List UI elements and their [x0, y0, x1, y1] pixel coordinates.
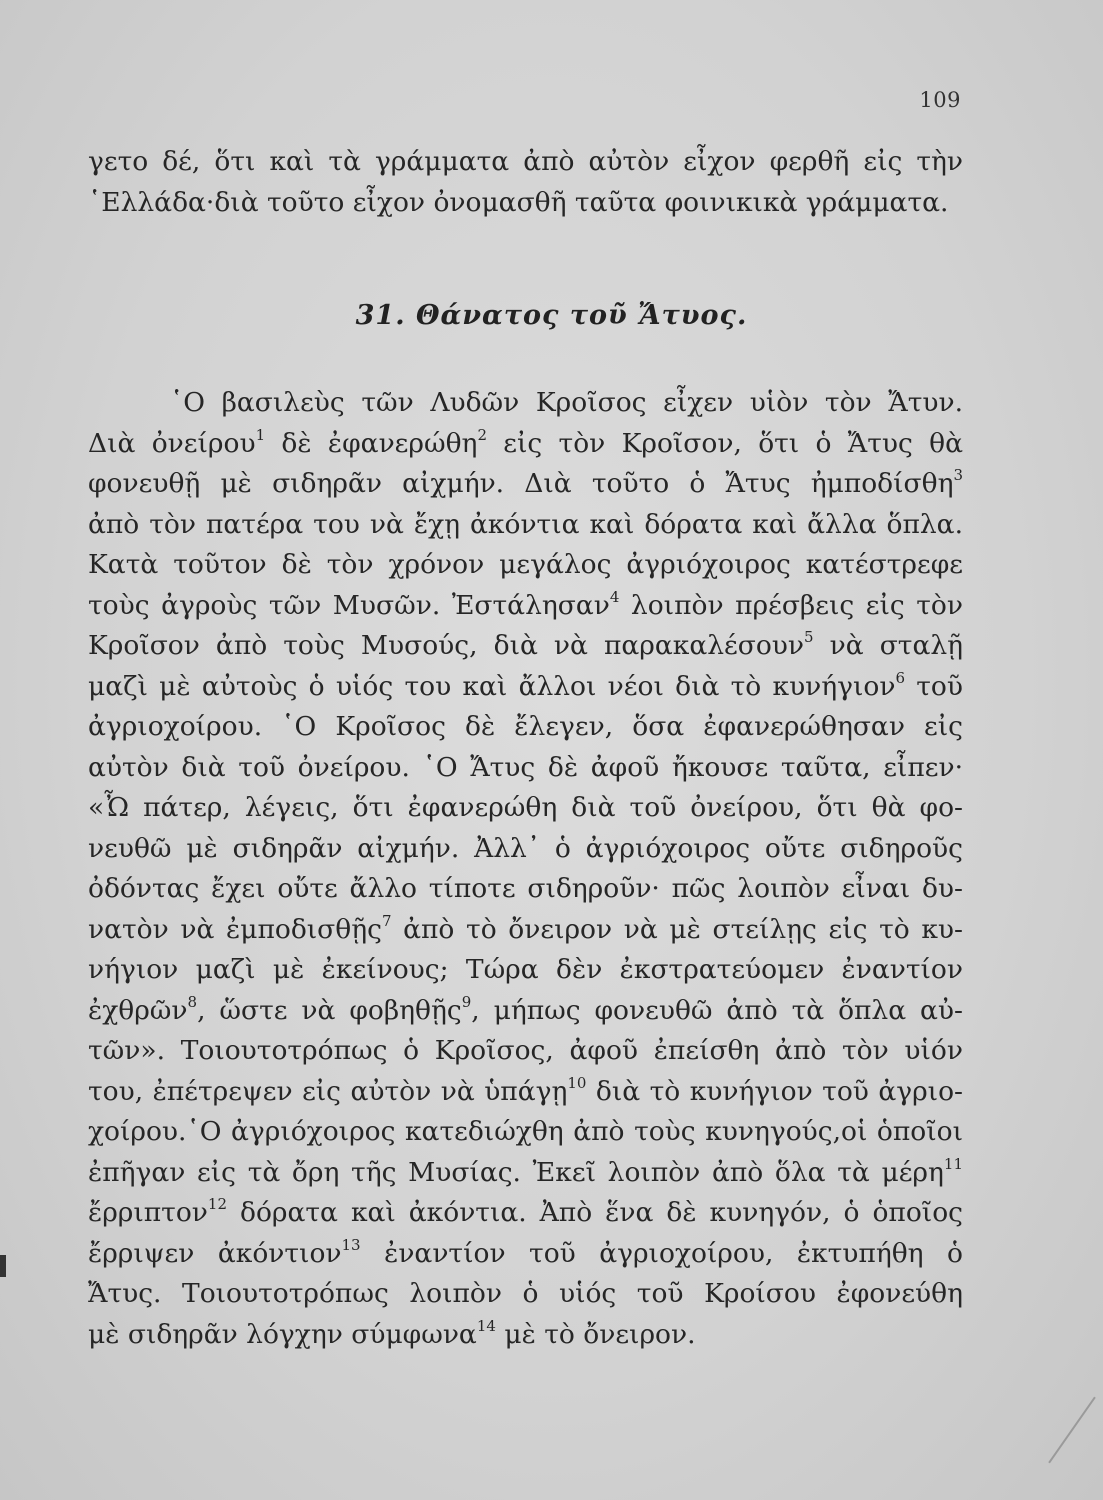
text-line [88, 950, 963, 991]
text-segment: τῶν». Τοιουτοτρόπως ὁ Κροῖσος, ἀφοῦ ἐπείσθη ἀπὸ τὸν υἱόν [88, 1035, 963, 1066]
text-line [88, 1031, 963, 1072]
footnote-marker: 14 [476, 1316, 496, 1335]
text-line: γετο δέ, ὅτι καὶ τὰ γράμματα ἀπὸ αὐτὸν εἶχον φερθῆ εἰς τὴν [88, 146, 963, 177]
text-segment: ἐπῆγαν εἰς τὰ ὄρη τῆς Μυσίας. Ἐκεῖ λοιπὸν ἀπὸ ὅλα τὰ μέρη [88, 1156, 944, 1188]
chapter-title: 31. Θάνατος τοῦ Ἄτυος. [355, 300, 748, 331]
footnote-marker: 11 [943, 1154, 963, 1173]
page-edge-mark [0, 1255, 6, 1277]
chapter-body [88, 383, 963, 1355]
text-line [88, 424, 963, 465]
text-line: ῾Ελλάδα·διὰ τοῦτο εἶχον ὀνομασθῆ ταῦτα φοινικικὰ γράμματα. [88, 186, 949, 218]
text-line [88, 991, 963, 1032]
text-line [88, 1193, 963, 1234]
footnote-marker: 13 [341, 1235, 361, 1254]
text-segment: Ἄτυς. Τοιουτοτρόπως λοιπὸν ὁ υἱός τοῦ Κροίσου ἐφονεύθη [88, 1278, 963, 1309]
footnote-marker: 5 [804, 628, 814, 646]
text-segment: αὐτὸν διὰ τοῦ ὀνείρου. ῾Ο Ἄτυς δὲ ἀφοῦ ἤκουσε ταῦτα, εἶπεν· [88, 751, 963, 783]
text-line [88, 586, 963, 627]
text-segment: τοῦ [905, 670, 963, 702]
text-segment: μὲ σιδηρᾶν λόγχην σύμφωνα [88, 1318, 477, 1350]
text-segment: χοίρου.῾Ο ἀγριόχοιρος κατεδιώχθη ἀπὸ τοὺς κυνηγούς,οἱ ὁποῖοι [88, 1116, 963, 1147]
text-line [88, 1153, 963, 1194]
text-line [88, 1315, 963, 1356]
footnote-marker: 12 [207, 1195, 228, 1213]
text-segment: μὲ τὸ ὄνειρον. [495, 1318, 696, 1350]
text-line [88, 505, 963, 546]
text-segment: , ὥστε νὰ φοβηθῇς [197, 994, 462, 1026]
text-segment: «Ὦ πάτερ, λέγεις, ὅτι ἐφανερώθη διὰ τοῦ ὀνείρου, ὅτι θὰ φο- [88, 792, 963, 823]
footnote-marker: 1 [255, 425, 266, 444]
text-line [88, 626, 963, 667]
text-line [88, 910, 963, 951]
text-segment: εἰς τὸν Κροῖσον, ὅτι ὁ Ἄτυς θὰ [486, 427, 963, 459]
text-line [88, 464, 963, 505]
footnote-marker: 4 [609, 587, 620, 606]
text-segment: δόρατα καὶ ἀκόντια. Ἀπὸ ἕνα δὲ κυνηγόν, ὁ ὁποῖος [227, 1197, 963, 1228]
text-line [88, 869, 963, 910]
text-line [88, 748, 963, 789]
text-segment: ἔρριψεν ἀκόντιον [88, 1237, 342, 1269]
text-segment: ἀγριοχοίρου. ῾Ο Κροῖσος δὲ ἔλεγεν, ὅσα ἐφανερώθησαν εἰς [88, 711, 963, 742]
text-segment: ἐναντίον τοῦ ἀγριοχοίρου, ἐκτυπήθη ὁ [360, 1237, 963, 1269]
text-segment: Διὰ ὀνείρου [88, 427, 256, 459]
text-line [88, 707, 963, 748]
text-line [88, 1274, 963, 1315]
text-segment: Κατὰ τοῦτον δὲ τὸν χρόνον μεγάλος ἀγριόχοιρος κατέστρεφε [88, 549, 963, 580]
text-segment: νὰ σταλῇ [813, 630, 964, 661]
text-segment: , μήπως φονευθῶ ἀπὸ τὰ ὅπλα αὐ- [471, 994, 963, 1026]
text-segment: νευθῶ μὲ σιδηρᾶν αἰχμήν. Ἀλλ᾽ ὁ ἀγριόχοιρος οὔτε σιδηροῦς [88, 832, 963, 864]
text-segment: ῾Ο βασιλεὺς τῶν Λυδῶν Κροῖσος εἶχεν υἱὸν τὸν Ἄτυν. [170, 387, 963, 418]
text-line [88, 667, 963, 708]
text-line [88, 788, 963, 829]
text-segment: ὀδόντας ἔχει οὔτε ἄλλο τίποτε σιδηροῦν· πῶς λοιπὸν εἶναι δυ- [88, 873, 963, 904]
footnote-marker: 7 [381, 911, 392, 930]
text-segment: μαζὶ μὲ αὐτοὺς ὁ υἱός του καὶ ἄλλοι νέοι διὰ τὸ κυνήγιον [88, 670, 896, 702]
footnote-marker: 3 [953, 466, 963, 484]
footnote-marker: 9 [461, 992, 472, 1011]
text-segment: του, ἐπέτρεψεν εἰς αὐτὸν νὰ ὑπάγῃ [88, 1075, 568, 1107]
footnote-marker: 6 [895, 668, 905, 687]
footnote-marker: 10 [567, 1073, 587, 1092]
text-segment: ἀπὸ τὸ ὄνειρον νὰ μὲ στείλῃς εἰς τὸ κυ- [391, 913, 963, 945]
text-line [88, 1072, 963, 1113]
text-segment: λοιπὸν πρέσβεις εἰς τὸν [619, 589, 963, 621]
text-segment: ἀπὸ τὸν πατέρα του νὰ ἔχῃ ἀκόντια καὶ δόρατα καὶ ἄλλα ὅπλα. [88, 508, 963, 540]
footnote-marker: 2 [477, 425, 487, 444]
page-number: 109 [919, 88, 961, 112]
footnote-marker: 8 [187, 992, 198, 1011]
text-segment: ἐχθρῶν [88, 994, 188, 1026]
text-line [88, 545, 963, 586]
text-segment: νατὸν νὰ ἐμποδισθῇς [88, 913, 382, 945]
text-segment: φονευθῇ μὲ σιδηρᾶν αἰχμήν. Διὰ τοῦτο ὁ Ἄτυς ἠμποδίσθη [88, 468, 954, 499]
text-segment: διὰ τὸ κυνήγιον τοῦ ἀγριο- [586, 1075, 963, 1107]
text-segment: δὲ ἐφανερώθη [265, 427, 478, 459]
page-scratch [1048, 1397, 1096, 1464]
text-line [88, 383, 963, 424]
text-segment: νήγιον μαζὶ μὲ ἐκείνους; Τώρα δὲν ἐκστρατεύομεν ἐναντίον [88, 954, 963, 985]
text-segment: ἔρριπτον [88, 1197, 208, 1228]
text-segment: τοὺς ἀγροὺς τῶν Μυσῶν. Ἐστάλησαν [88, 589, 610, 621]
text-segment: Κροῖσον ἀπὸ τοὺς Μυσούς, διὰ νὰ παρακαλέσουν [88, 630, 805, 661]
intro-paragraph [88, 142, 963, 223]
text-line [88, 1112, 963, 1153]
text-line [88, 829, 963, 870]
text-line [88, 1234, 963, 1275]
